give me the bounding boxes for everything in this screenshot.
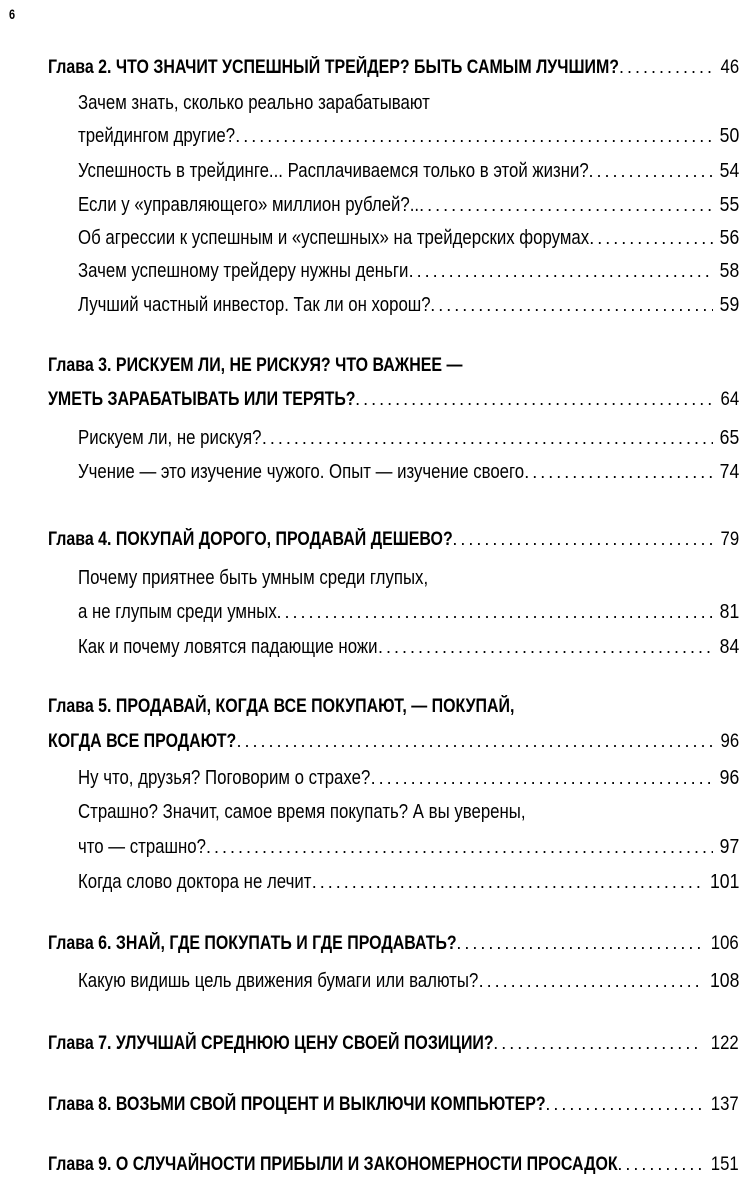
page-ref: 96 bbox=[719, 767, 739, 789]
chapter-title: УМЕТЬ ЗАРАБАТЫВАТЬ ИЛИ ТЕРЯТЬ? bbox=[48, 389, 356, 410]
leader-dots bbox=[419, 190, 713, 220]
leader-dots bbox=[276, 597, 712, 627]
chapter-line bbox=[48, 726, 739, 756]
section-line bbox=[78, 223, 739, 253]
chapter-line bbox=[48, 384, 739, 414]
leader-dots bbox=[545, 1089, 703, 1119]
chapter-title: Глава 5. ПРОДАВАЙ, КОГДА ВСЕ ПОКУПАЮТ, — ПОКУПАЙ, bbox=[48, 696, 515, 717]
chapter-line bbox=[48, 1149, 739, 1179]
leader-dots bbox=[456, 928, 703, 958]
leader-dots bbox=[371, 763, 713, 793]
page-ref: 81 bbox=[719, 601, 739, 623]
page-ref: 101 bbox=[709, 871, 739, 893]
page-ref: 106 bbox=[711, 933, 739, 954]
section-title: Если у «управляющего» миллион рублей?.. bbox=[78, 194, 420, 216]
section-line bbox=[78, 290, 739, 320]
chapter-line bbox=[48, 351, 739, 381]
section-title: Об агрессии к успешным и «успешных» на трейдерских форумах bbox=[78, 227, 590, 249]
chapter-line bbox=[48, 1089, 739, 1119]
page-ref: 55 bbox=[719, 194, 739, 216]
section-title: Почему приятнее быть умным среди глупых, bbox=[78, 567, 429, 589]
section-line bbox=[78, 867, 739, 897]
leader-dots bbox=[493, 1028, 703, 1058]
section-title: Зачем знать, сколько реально зарабатывают bbox=[78, 92, 430, 114]
page-ref: 96 bbox=[720, 731, 739, 752]
leader-dots bbox=[589, 223, 713, 253]
page-ref: 122 bbox=[711, 1033, 739, 1054]
section-title: Учение — это изучение чужого. Опыт — изучение своего bbox=[78, 461, 525, 483]
page-ref: 74 bbox=[719, 461, 739, 483]
chapter-line bbox=[48, 52, 739, 82]
leader-dots bbox=[409, 256, 713, 286]
section-line bbox=[78, 563, 739, 593]
section-title: Страшно? Значит, самое время покупать? А вы уверены, bbox=[78, 801, 526, 823]
chapter-line bbox=[48, 1028, 739, 1058]
section-title: что — страшно? bbox=[78, 836, 206, 858]
section-title: Успешность в трейдинге... Расплачиваемся только в этой жизни? bbox=[78, 160, 589, 182]
page-ref: 56 bbox=[719, 227, 739, 249]
section-title: Рискуем ли, не рискуя? bbox=[78, 427, 262, 449]
section-line bbox=[78, 966, 739, 996]
leader-dots bbox=[235, 121, 713, 151]
chapter-title: Глава 4. ПОКУПАЙ ДОРОГО, ПРОДАВАЙ ДЕШЕВО? bbox=[48, 529, 453, 550]
section-title: Ну что, друзья? Поговорим о страхе? bbox=[78, 767, 371, 789]
leader-dots bbox=[589, 156, 713, 186]
section-line bbox=[78, 256, 739, 286]
leader-dots bbox=[355, 384, 714, 414]
chapter-title: Глава 7. УЛУЧШАЙ СРЕДНЮЮ ЦЕНУ СВОЕЙ ПОЗИЦИИ? bbox=[48, 1033, 494, 1054]
leader-dots bbox=[619, 52, 714, 82]
section-title: Когда слово доктора не лечит bbox=[78, 871, 312, 893]
page-ref: 97 bbox=[719, 836, 739, 858]
section-title: трейдингом другие? bbox=[78, 125, 236, 147]
section-title: а не глупым среди умных bbox=[78, 601, 277, 623]
chapter-title: Глава 8. ВОЗЬМИ СВОЙ ПРОЦЕНТ И ВЫКЛЮЧИ КОМПЬЮТЕР? bbox=[48, 1094, 546, 1115]
page-ref: 46 bbox=[720, 57, 739, 78]
chapter-title: Глава 2. ЧТО ЗНАЧИТ УСПЕШНЫЙ ТРЕЙДЕР? БЫТЬ САМЫМ ЛУЧШИМ? bbox=[48, 57, 620, 78]
leader-dots bbox=[312, 867, 702, 897]
section-line bbox=[78, 121, 739, 151]
page-ref: 108 bbox=[709, 970, 739, 992]
page-ref: 64 bbox=[720, 389, 739, 410]
leader-dots bbox=[378, 632, 713, 662]
section-title: Лучший частный инвестор. Так ли он хорош? bbox=[78, 294, 431, 316]
leader-dots bbox=[617, 1149, 703, 1179]
section-line bbox=[78, 763, 739, 793]
leader-dots bbox=[430, 290, 712, 320]
chapter-title: Глава 6. ЗНАЙ, ГДЕ ПОКУПАТЬ И ГДЕ ПРОДАВАТЬ? bbox=[48, 933, 457, 954]
section-line bbox=[78, 190, 739, 220]
leader-dots bbox=[479, 966, 702, 996]
page-ref: 58 bbox=[719, 260, 739, 282]
page-ref: 84 bbox=[719, 636, 739, 658]
page-ref: 65 bbox=[719, 427, 739, 449]
section-title: Как и почему ловятся падающие ножи bbox=[78, 636, 378, 658]
section-title: Зачем успешному трейдеру нужны деньги bbox=[78, 260, 409, 282]
section-line bbox=[78, 832, 739, 862]
leader-dots bbox=[206, 832, 713, 862]
chapter-line bbox=[48, 928, 739, 958]
section-line bbox=[78, 156, 739, 186]
chapter-title: КОГДА ВСЕ ПРОДАЮТ? bbox=[48, 731, 237, 752]
chapter-title: Глава 9. О СЛУЧАЙНОСТИ ПРИБЫЛИ И ЗАКОНОМЕРНОСТИ ПРОСАДОК bbox=[48, 1154, 618, 1175]
page-ref: 137 bbox=[711, 1094, 739, 1115]
chapter-title: Глава 3. РИСКУЕМ ЛИ, НЕ РИСКУЯ? ЧТО ВАЖНЕЕ — bbox=[48, 355, 463, 376]
chapter-line bbox=[48, 524, 739, 554]
page-ref: 54 bbox=[719, 160, 739, 182]
page-ref: 50 bbox=[719, 125, 739, 147]
leader-dots bbox=[524, 457, 713, 487]
leader-dots bbox=[236, 726, 713, 756]
chapter-line bbox=[48, 692, 739, 722]
page-ref: 79 bbox=[720, 529, 739, 550]
section-line bbox=[78, 632, 739, 662]
page-ref: 59 bbox=[719, 294, 739, 316]
page-ref: 151 bbox=[711, 1154, 739, 1175]
page-number: 6 bbox=[9, 6, 16, 22]
section-line bbox=[78, 597, 739, 627]
leader-dots bbox=[262, 423, 713, 453]
section-line bbox=[78, 88, 739, 118]
section-line bbox=[78, 797, 739, 827]
section-line bbox=[78, 423, 739, 453]
section-line bbox=[78, 457, 739, 487]
leader-dots bbox=[452, 524, 713, 554]
section-title: Какую видишь цель движения бумаги или валюты? bbox=[78, 970, 479, 992]
